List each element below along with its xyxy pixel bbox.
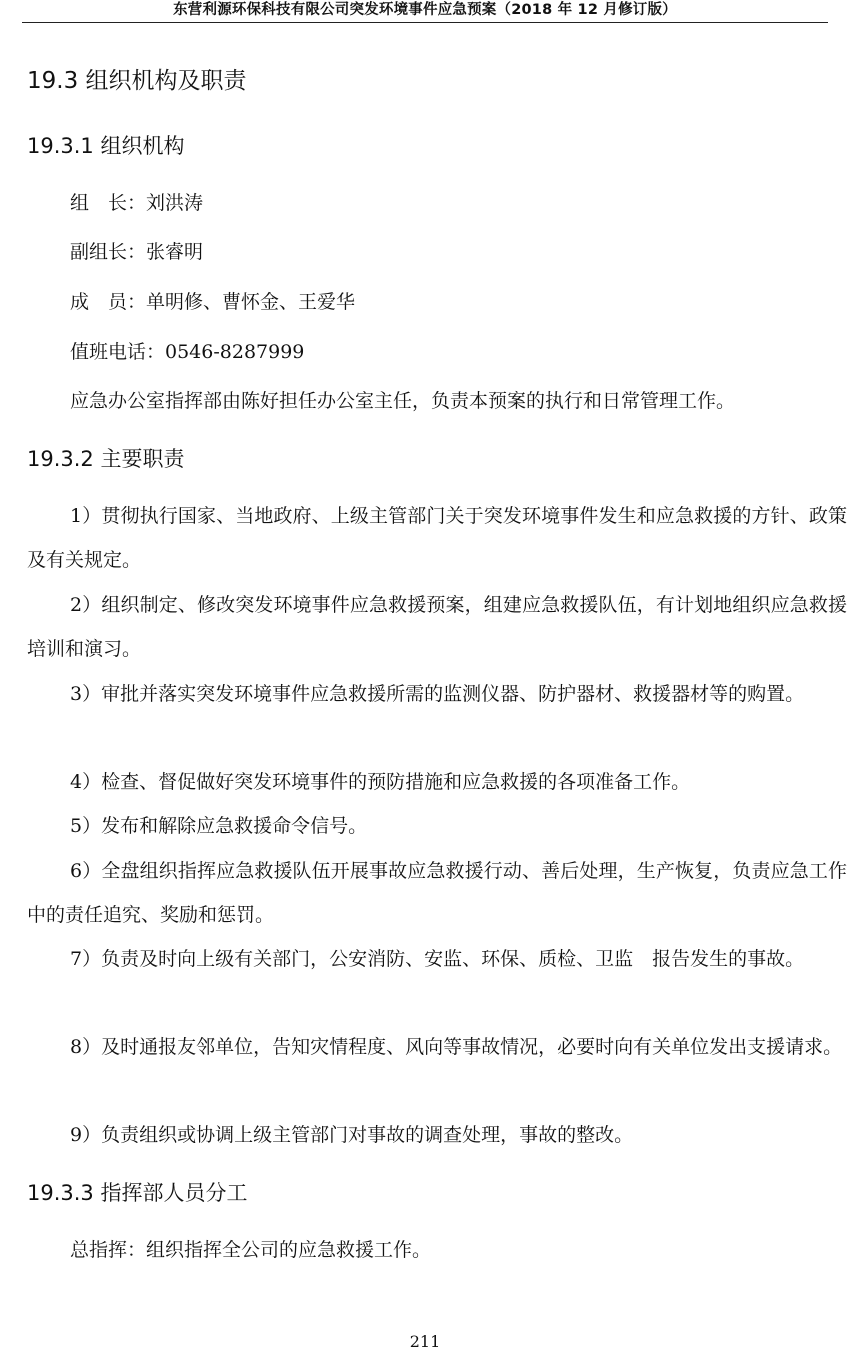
duty-item-9: 9）负责组织或协调上级主管部门对事故的调查处理，事故的整改。 [70,1124,634,1146]
duty-item-3: 3）审批并落实突发环境事件应急救援所需的监测仪器、防护器材、救援器材等的购置。 [70,683,805,705]
duty-item-4: 4）检查、督促做好突发环境事件的预防措施和应急救援的各项准备工作。 [70,771,691,793]
division-commander: 总指挥：组织指挥全公司的应急救援工作。 [70,1239,432,1261]
org-members: 成 员：单明修、曹怀金、王爱华 [70,291,356,313]
page-number: 211 [409,1332,441,1351]
page-header: 东营利源环保科技有限公司突发环境事件应急预案（2018 年 12 月修订版） [22,0,828,23]
subsection-heading-duties: 19.3.2 主要职责 [27,447,185,471]
duty-item-8: 8）及时通报友邻单位，告知灾情程度、风向等事故情况，必要时向有关单位发出支援请求。 [70,1036,843,1058]
duty-item-2: 2）组织制定、修改突发环境事件应急救援预案，组建应急救援队伍，有计划地组织应急救援培训和演习。 [27,594,847,660]
subsection-heading-org: 19.3.1 组织机构 [27,134,185,158]
org-leader: 组 长：刘洪涛 [70,192,204,214]
org-phone: 值班电话：0546-8287999 [70,341,305,363]
subsection-heading-division: 19.3.3 指挥部人员分工 [27,1181,248,1205]
section-heading: 19.3 组织机构及职责 [27,68,247,94]
duty-item-1: 1）贯彻执行国家、当地政府、上级主管部门关于突发环境事件发生和应急救援的方针、政策及有关规定。 [27,505,847,571]
org-office: 应急办公室指挥部由陈好担任办公室主任，负责本预案的执行和日常管理工作。 [70,390,736,412]
duty-item-6: 6）全盘组织指挥应急救援队伍开展事故应急救援行动、善后处理，生产恢复，负责应急工作中的责任追究、奖励和惩罚。 [27,860,847,926]
duty-item-7: 7）负责及时向上级有关部门，公安消防、安监、环保、质检、卫监 报告发生的事故。 [70,948,805,970]
org-deputy: 副组长：张睿明 [70,241,204,263]
duty-item-5: 5）发布和解除应急救援命令信号。 [70,815,368,837]
